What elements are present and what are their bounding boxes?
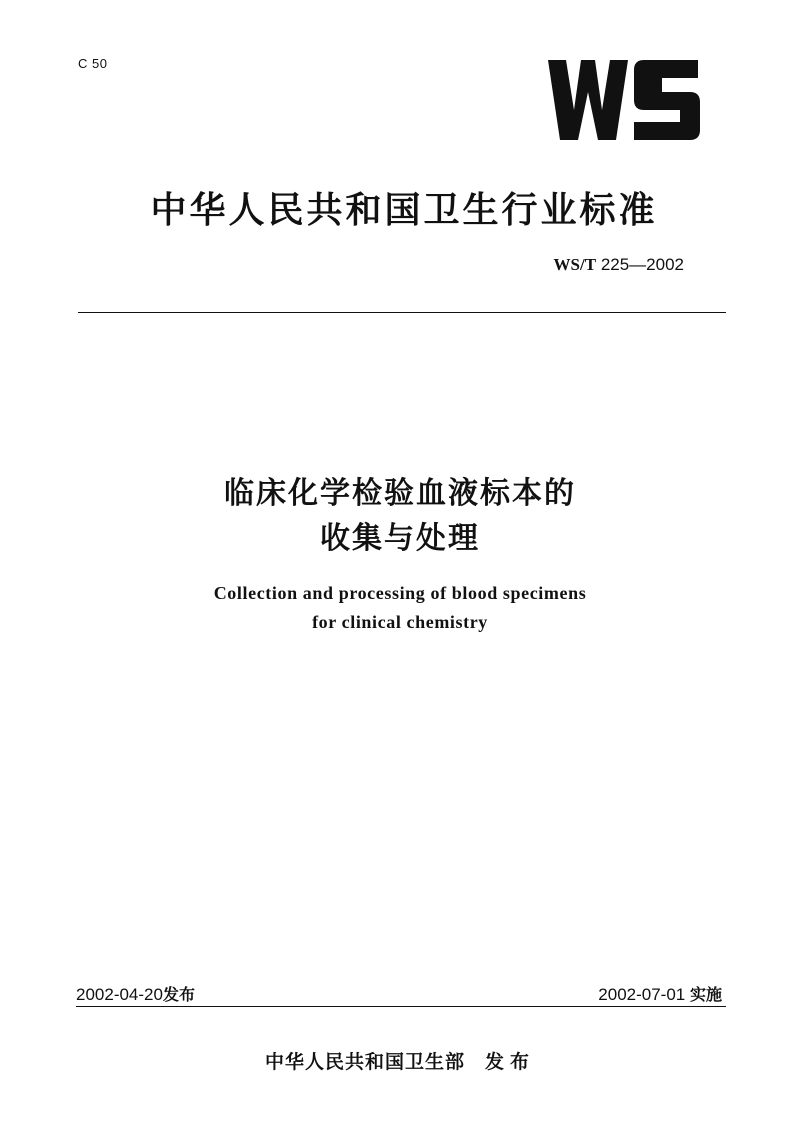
issue-label: 发布	[162, 985, 195, 1004]
publisher-action: 发布	[485, 1051, 536, 1073]
standard-code-prefix: WS/T	[553, 255, 597, 274]
effective-date: 2002-07-01	[598, 985, 686, 1004]
effective-date-block	[598, 982, 722, 1005]
footer-divider	[76, 1006, 726, 1007]
title-en-line2: for clinical chemistry	[312, 612, 488, 632]
title-en-line1: Collection and processing of blood specimens	[213, 583, 587, 603]
ws-logo	[548, 58, 700, 142]
issue-date: 2002-04-20	[76, 985, 163, 1004]
effective-label: 实施	[689, 985, 722, 1004]
issue-date-block	[76, 982, 195, 1005]
publisher	[0, 1047, 800, 1074]
header-divider	[78, 312, 726, 313]
title-zh-line1: 临床化学检验血液标本的	[224, 476, 576, 511]
standard-code	[554, 255, 684, 275]
classification-code: C 50	[78, 56, 108, 71]
standard-code-number: 225—2002	[600, 255, 684, 274]
standard-name: 中华人民共和国卫生行业标准	[150, 190, 658, 231]
title-zh-line2: 收集与处理	[320, 521, 480, 556]
publisher-name: 中华人民共和国卫生部	[264, 1051, 465, 1073]
